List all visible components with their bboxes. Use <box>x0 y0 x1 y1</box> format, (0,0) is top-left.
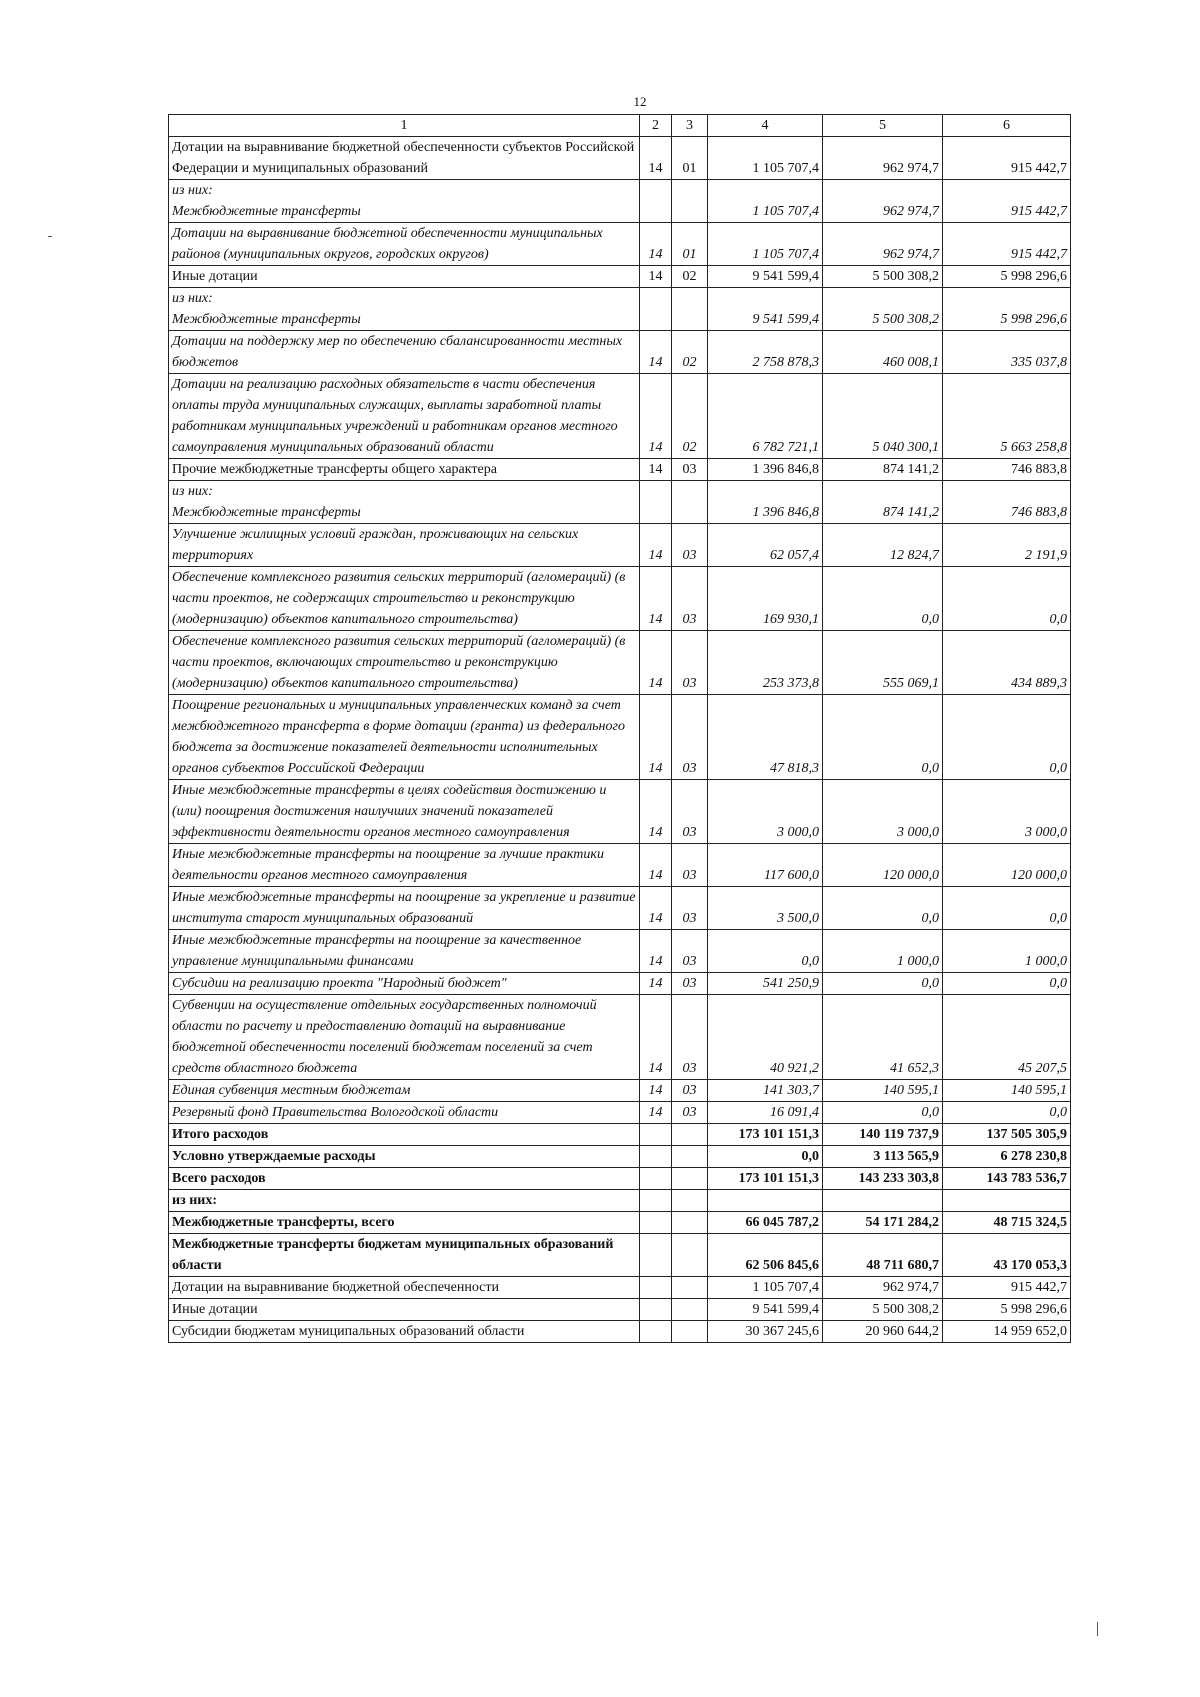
value-cell: 541 250,9 <box>708 973 823 995</box>
code-cell <box>640 180 672 223</box>
value-cell: 0,0 <box>943 1102 1071 1124</box>
code-cell <box>672 1146 708 1168</box>
value-cell: 3 500,0 <box>708 887 823 930</box>
value-cell: 962 974,7 <box>823 223 943 266</box>
code-cell: 14 <box>640 780 672 844</box>
row-label: Межбюджетные трансферты <box>172 312 361 327</box>
table-row <box>169 930 1071 973</box>
code-cell: 14 <box>640 1102 672 1124</box>
code-cell: 01 <box>672 137 708 180</box>
value-cell: 1 105 707,4 <box>708 1277 823 1299</box>
value-cell: 5 500 308,2 <box>823 1299 943 1321</box>
value-cell: 1 396 846,8 <box>708 481 823 524</box>
code-cell <box>672 1212 708 1234</box>
value-cell: 555 069,1 <box>823 631 943 695</box>
code-cell <box>672 1234 708 1277</box>
table-row <box>169 567 1071 631</box>
value-cell: 140 595,1 <box>943 1080 1071 1102</box>
value-cell: 915 442,7 <box>943 1277 1071 1299</box>
table-row <box>169 481 1071 524</box>
code-cell: 14 <box>640 631 672 695</box>
value-cell: 12 824,7 <box>823 524 943 567</box>
scan-speck <box>48 236 52 237</box>
value-cell: 120 000,0 <box>943 844 1071 887</box>
table-row <box>169 1234 1071 1277</box>
row-label: Межбюджетные трансферты <box>172 505 361 520</box>
code-cell: 03 <box>672 459 708 481</box>
table-row <box>169 1321 1071 1343</box>
value-cell: 1 105 707,4 <box>708 180 823 223</box>
value-cell: 173 101 151,3 <box>708 1168 823 1190</box>
table-row <box>169 1277 1071 1299</box>
row-label: Дотации на реализацию расходных обязательств в части обеспечения оплаты труда муниципальных служащих, выплаты заработной платы работникам муниципальных учреждений и работникам органов местного самоуправления муниципальных образований области <box>169 374 640 459</box>
value-cell: 0,0 <box>943 887 1071 930</box>
value-cell: 0,0 <box>943 567 1071 631</box>
value-cell: 0,0 <box>943 695 1071 780</box>
table-row <box>169 180 1071 223</box>
table-row <box>169 973 1071 995</box>
subheading-label: из них: <box>172 484 213 499</box>
code-cell <box>672 1277 708 1299</box>
code-cell <box>640 1299 672 1321</box>
code-cell <box>672 1190 708 1212</box>
value-cell: 962 974,7 <box>823 180 943 223</box>
value-cell: 9 541 599,4 <box>708 266 823 288</box>
table-row <box>169 695 1071 780</box>
row-label: Всего расходов <box>169 1168 640 1190</box>
code-cell <box>640 288 672 331</box>
value-cell: 62 057,4 <box>708 524 823 567</box>
table-row <box>169 1080 1071 1102</box>
value-cell: 1 105 707,4 <box>708 137 823 180</box>
value-cell: 5 040 300,1 <box>823 374 943 459</box>
value-cell: 6 782 721,1 <box>708 374 823 459</box>
row-label: Межбюджетные трансферты бюджетам муниципальных образований области <box>169 1234 640 1277</box>
row-label: Единая субвенция местным бюджетам <box>169 1080 640 1102</box>
code-cell <box>640 1212 672 1234</box>
value-cell: 434 889,3 <box>943 631 1071 695</box>
value-cell: 143 783 536,7 <box>943 1168 1071 1190</box>
value-cell: 915 442,7 <box>943 223 1071 266</box>
table-row <box>169 1212 1071 1234</box>
table-row <box>169 1168 1071 1190</box>
table-row <box>169 1124 1071 1146</box>
code-cell <box>640 1124 672 1146</box>
column-header: 4 <box>708 115 823 137</box>
table-row <box>169 844 1071 887</box>
value-cell <box>708 1190 823 1212</box>
value-cell: 141 303,7 <box>708 1080 823 1102</box>
code-cell: 03 <box>672 631 708 695</box>
value-cell: 117 600,0 <box>708 844 823 887</box>
row-label: Дотации на поддержку мер по обеспечению сбалансированности местных бюджетов <box>169 331 640 374</box>
table-row <box>169 266 1071 288</box>
column-header: 2 <box>640 115 672 137</box>
code-cell <box>672 1168 708 1190</box>
value-cell: 874 141,2 <box>823 459 943 481</box>
value-cell: 45 207,5 <box>943 995 1071 1080</box>
code-cell: 14 <box>640 137 672 180</box>
row-label: Итого расходов <box>169 1124 640 1146</box>
row-label: Резервный фонд Правительства Вологодской области <box>169 1102 640 1124</box>
column-header: 1 <box>169 115 640 137</box>
code-cell: 03 <box>672 1080 708 1102</box>
code-cell: 03 <box>672 1102 708 1124</box>
value-cell: 874 141,2 <box>823 481 943 524</box>
row-label: из них: <box>169 1190 640 1212</box>
value-cell: 1 000,0 <box>823 930 943 973</box>
value-cell: 9 541 599,4 <box>708 288 823 331</box>
value-cell: 173 101 151,3 <box>708 1124 823 1146</box>
value-cell: 140 119 737,9 <box>823 1124 943 1146</box>
code-cell: 03 <box>672 995 708 1080</box>
table-row <box>169 459 1071 481</box>
value-cell: 9 541 599,4 <box>708 1299 823 1321</box>
value-cell: 62 506 845,6 <box>708 1234 823 1277</box>
code-cell: 01 <box>672 223 708 266</box>
code-cell <box>672 1124 708 1146</box>
value-cell: 0,0 <box>823 973 943 995</box>
code-cell: 03 <box>672 524 708 567</box>
table-row <box>169 1102 1071 1124</box>
code-cell <box>640 481 672 524</box>
row-label: Иные межбюджетные трансферты на поощрение за лучшие практики деятельности органов местного самоуправления <box>169 844 640 887</box>
value-cell: 143 233 303,8 <box>823 1168 943 1190</box>
row-label <box>169 288 640 331</box>
value-cell: 2 758 878,3 <box>708 331 823 374</box>
code-cell: 14 <box>640 524 672 567</box>
row-label: Иные межбюджетные трансферты на поощрение за укрепление и развитие института старост муниципальных образований <box>169 887 640 930</box>
code-cell: 14 <box>640 331 672 374</box>
table-row <box>169 137 1071 180</box>
value-cell: 43 170 053,3 <box>943 1234 1071 1277</box>
value-cell: 335 037,8 <box>943 331 1071 374</box>
value-cell: 20 960 644,2 <box>823 1321 943 1343</box>
value-cell: 1 000,0 <box>943 930 1071 973</box>
code-cell <box>672 1299 708 1321</box>
value-cell: 0,0 <box>708 930 823 973</box>
code-cell: 03 <box>672 567 708 631</box>
value-cell: 0,0 <box>708 1146 823 1168</box>
value-cell: 2 191,9 <box>943 524 1071 567</box>
code-cell <box>640 1321 672 1343</box>
code-cell: 03 <box>672 973 708 995</box>
value-cell: 1 396 846,8 <box>708 459 823 481</box>
value-cell <box>823 1190 943 1212</box>
row-label: Поощрение региональных и муниципальных управленческих команд за счет межбюджетного трансферта в форме дотации (гранта) из федерального бюджета за достижение показателей деятельности исполнительных органов субъектов Российской Федерации <box>169 695 640 780</box>
code-cell <box>672 180 708 223</box>
code-cell: 14 <box>640 223 672 266</box>
value-cell: 66 045 787,2 <box>708 1212 823 1234</box>
row-label: Межбюджетные трансферты, всего <box>169 1212 640 1234</box>
code-cell <box>672 481 708 524</box>
value-cell: 0,0 <box>823 887 943 930</box>
table-row <box>169 887 1071 930</box>
code-cell: 03 <box>672 887 708 930</box>
row-label: Обеспечение комплексного развития сельских территорий (агломераций) (в части проектов, включающих строительство и реконструкцию (модернизацию) объектов капитального строительства) <box>169 631 640 695</box>
table-row <box>169 1299 1071 1321</box>
code-cell: 14 <box>640 374 672 459</box>
value-cell: 3 000,0 <box>823 780 943 844</box>
value-cell: 6 278 230,8 <box>943 1146 1071 1168</box>
value-cell: 5 500 308,2 <box>823 266 943 288</box>
value-cell: 41 652,3 <box>823 995 943 1080</box>
code-cell: 14 <box>640 459 672 481</box>
value-cell: 746 883,8 <box>943 459 1071 481</box>
column-header: 6 <box>943 115 1071 137</box>
value-cell: 5 998 296,6 <box>943 266 1071 288</box>
value-cell: 137 505 305,9 <box>943 1124 1071 1146</box>
code-cell: 03 <box>672 930 708 973</box>
value-cell: 40 921,2 <box>708 995 823 1080</box>
table-row <box>169 631 1071 695</box>
subheading-label: из них: <box>172 291 213 306</box>
value-cell: 5 998 296,6 <box>943 288 1071 331</box>
row-label: Межбюджетные трансферты <box>172 204 361 219</box>
subheading-label: из них: <box>172 183 213 198</box>
value-cell: 140 595,1 <box>823 1080 943 1102</box>
budget-table <box>168 114 1071 1343</box>
row-label <box>169 481 640 524</box>
code-cell: 02 <box>672 331 708 374</box>
value-cell: 120 000,0 <box>823 844 943 887</box>
code-cell <box>640 1277 672 1299</box>
value-cell: 16 091,4 <box>708 1102 823 1124</box>
code-cell: 14 <box>640 973 672 995</box>
value-cell: 47 818,3 <box>708 695 823 780</box>
value-cell: 460 008,1 <box>823 331 943 374</box>
value-cell: 48 715 324,5 <box>943 1212 1071 1234</box>
value-cell: 0,0 <box>943 973 1071 995</box>
row-label: Дотации на выравнивание бюджетной обеспеченности муниципальных районов (муниципальных округов, городских округов) <box>169 223 640 266</box>
value-cell: 3 000,0 <box>943 780 1071 844</box>
code-cell: 14 <box>640 887 672 930</box>
code-cell: 14 <box>640 695 672 780</box>
code-cell: 03 <box>672 695 708 780</box>
table-header-row <box>169 115 1071 137</box>
row-label: Субсидии на реализацию проекта "Народный бюджет" <box>169 973 640 995</box>
value-cell: 5 663 258,8 <box>943 374 1071 459</box>
table-row <box>169 524 1071 567</box>
code-cell <box>640 1146 672 1168</box>
column-header: 5 <box>823 115 943 137</box>
code-cell: 14 <box>640 266 672 288</box>
value-cell: 5 998 296,6 <box>943 1299 1071 1321</box>
value-cell: 169 930,1 <box>708 567 823 631</box>
code-cell: 02 <box>672 374 708 459</box>
table-row <box>169 1190 1071 1212</box>
row-label: Иные дотации <box>169 1299 640 1321</box>
scan-mark <box>1097 1622 1098 1636</box>
table-row <box>169 331 1071 374</box>
code-cell <box>672 1321 708 1343</box>
code-cell: 03 <box>672 780 708 844</box>
value-cell: 1 105 707,4 <box>708 223 823 266</box>
value-cell: 48 711 680,7 <box>823 1234 943 1277</box>
value-cell: 0,0 <box>823 695 943 780</box>
row-label: Прочие межбюджетные трансферты общего характера <box>169 459 640 481</box>
table-row <box>169 780 1071 844</box>
row-label <box>169 180 640 223</box>
table-row <box>169 223 1071 266</box>
code-cell: 03 <box>672 844 708 887</box>
value-cell: 30 367 245,6 <box>708 1321 823 1343</box>
code-cell: 14 <box>640 1080 672 1102</box>
code-cell: 02 <box>672 266 708 288</box>
row-label: Иные дотации <box>169 266 640 288</box>
column-header: 3 <box>672 115 708 137</box>
code-cell: 14 <box>640 995 672 1080</box>
value-cell: 962 974,7 <box>823 1277 943 1299</box>
row-label: Субвенции на осуществление отдельных государственных полномочий области по расчету и предоставлению дотаций на выравнивание бюджетной обеспеченности поселений бюджетам поселений за счет средств областного бюджета <box>169 995 640 1080</box>
row-label: Дотации на выравнивание бюджетной обеспеченности <box>169 1277 640 1299</box>
value-cell: 915 442,7 <box>943 137 1071 180</box>
row-label: Улучшение жилищных условий граждан, проживающих на сельских территориях <box>169 524 640 567</box>
value-cell: 54 171 284,2 <box>823 1212 943 1234</box>
code-cell <box>640 1190 672 1212</box>
row-label: Условно утверждаемые расходы <box>169 1146 640 1168</box>
code-cell: 14 <box>640 930 672 973</box>
value-cell: 0,0 <box>823 567 943 631</box>
row-label: Субсидии бюджетам муниципальных образований области <box>169 1321 640 1343</box>
row-label: Дотации на выравнивание бюджетной обеспеченности субъектов Российской Федерации и муниципальных образований <box>169 137 640 180</box>
table-row <box>169 288 1071 331</box>
code-cell: 14 <box>640 844 672 887</box>
table-row <box>169 995 1071 1080</box>
value-cell: 3 000,0 <box>708 780 823 844</box>
value-cell: 253 373,8 <box>708 631 823 695</box>
row-label: Иные межбюджетные трансферты на поощрение за качественное управление муниципальными финансами <box>169 930 640 973</box>
value-cell: 14 959 652,0 <box>943 1321 1071 1343</box>
value-cell: 3 113 565,9 <box>823 1146 943 1168</box>
row-label: Иные межбюджетные трансферты в целях содействия достижению и (или) поощрения достижения наилучших значений показателей эффективности деятельности органов местного самоуправления <box>169 780 640 844</box>
value-cell: 0,0 <box>823 1102 943 1124</box>
page-number: 12 <box>633 94 647 109</box>
value-cell <box>943 1190 1071 1212</box>
value-cell: 962 974,7 <box>823 137 943 180</box>
value-cell: 915 442,7 <box>943 180 1071 223</box>
value-cell: 5 500 308,2 <box>823 288 943 331</box>
row-label: Обеспечение комплексного развития сельских территорий (агломераций) (в части проектов, не содержащих строительство и реконструкцию (модернизацию) объектов капитального строительства) <box>169 567 640 631</box>
code-cell: 14 <box>640 567 672 631</box>
table-row <box>169 374 1071 459</box>
code-cell <box>640 1168 672 1190</box>
code-cell <box>640 1234 672 1277</box>
code-cell <box>672 288 708 331</box>
value-cell: 746 883,8 <box>943 481 1071 524</box>
table-row <box>169 1146 1071 1168</box>
